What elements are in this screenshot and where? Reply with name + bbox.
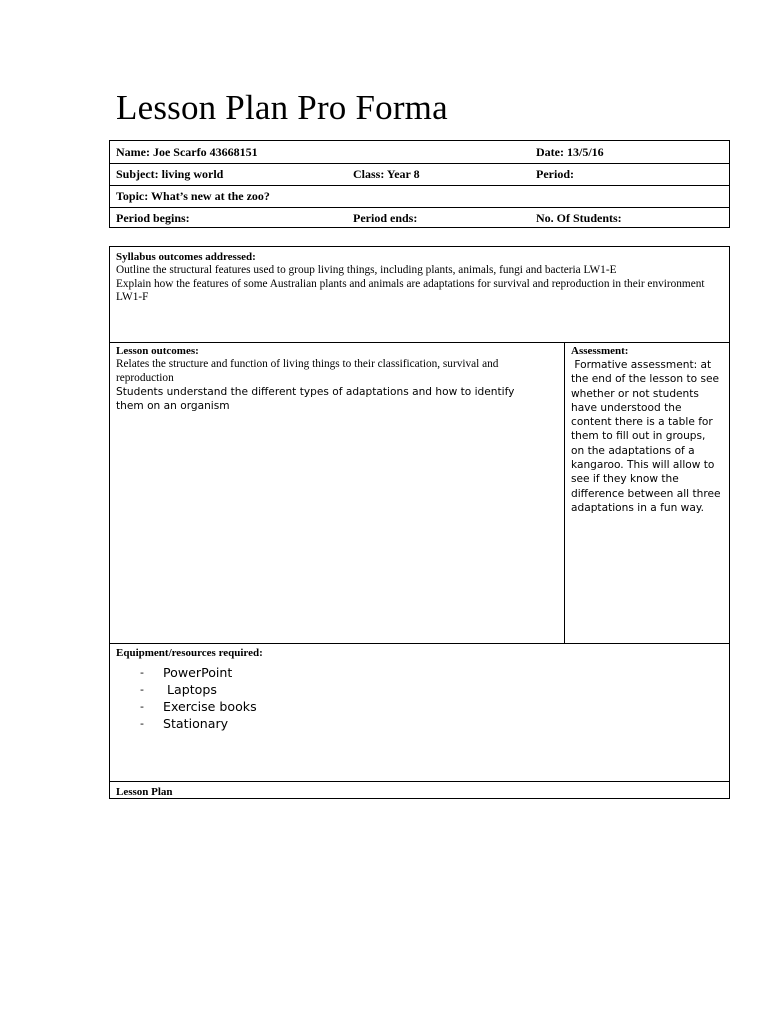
equipment-item bbox=[116, 664, 723, 681]
lesson-outcomes-section bbox=[110, 343, 565, 644]
page-title: Lesson Plan Pro Forma bbox=[116, 88, 448, 127]
assessment-text: Formative assessment: at the end of the lesson to see whether or not students have understood the content there is a table for them to fill out in groups, on the adaptations of a kangaroo. This will allow to see if they know the difference between all three adaptations in a fun way. bbox=[571, 359, 724, 514]
syllabus-outcome-1: Outline the structural features used to group living things, including plants, animals, fungi and bacteria LW1-E bbox=[116, 264, 617, 276]
equipment-item bbox=[116, 698, 723, 715]
bullet-dash: - bbox=[140, 683, 144, 696]
assessment-section bbox=[565, 343, 729, 644]
bullet-dash: - bbox=[140, 666, 144, 679]
header-row-subject bbox=[110, 163, 729, 186]
bullet-dash: - bbox=[140, 717, 144, 730]
equipment-list bbox=[116, 664, 723, 732]
class-field: Class: Year 8 bbox=[353, 167, 420, 181]
assessment-label: Assessment: bbox=[571, 345, 629, 357]
name-field: Name: Joe Scarfo 43668151 bbox=[116, 145, 258, 159]
equipment-item-label: Exercise books bbox=[163, 699, 257, 714]
syllabus-label: Syllabus outcomes addressed: bbox=[116, 251, 256, 263]
subject-field: Subject: living world bbox=[116, 167, 224, 181]
lesson-outcomes-label: Lesson outcomes: bbox=[116, 345, 199, 357]
header-row-name bbox=[110, 141, 729, 164]
date-field: Date: 13/5/16 bbox=[536, 145, 604, 159]
period-field: Period: bbox=[536, 167, 574, 181]
equipment-item bbox=[116, 681, 723, 698]
equipment-item bbox=[116, 715, 723, 732]
equipment-item-label: Laptops bbox=[163, 682, 217, 697]
header-table bbox=[109, 140, 730, 228]
lesson-outcome-1: Relates the structure and function of living things to their classification, survival and reproduction bbox=[116, 358, 499, 384]
period-ends-field: Period ends: bbox=[353, 211, 418, 225]
topic-field: Topic: What’s new at the zoo? bbox=[116, 189, 270, 203]
bullet-dash: - bbox=[140, 700, 144, 713]
equipment-item-label: Stationary bbox=[163, 716, 229, 731]
header-row-topic bbox=[110, 185, 729, 208]
equipment-label: Equipment/resources required: bbox=[116, 647, 263, 659]
header-row-period bbox=[110, 207, 729, 229]
lesson-outcome-2: Students understand the different types of adaptations and how to identify them on an organism bbox=[116, 386, 515, 413]
lesson-plan-section bbox=[110, 782, 729, 798]
syllabus-section bbox=[110, 247, 729, 343]
no-students-field: No. Of Students: bbox=[536, 211, 622, 225]
lesson-plan-label: Lesson Plan bbox=[116, 786, 173, 798]
syllabus-outcome-2: Explain how the features of some Australian plants and animals are adaptations for survival and reproduction in their environment LW1-F bbox=[116, 277, 705, 303]
equipment-section bbox=[110, 644, 729, 782]
lesson-table bbox=[109, 246, 730, 799]
equipment-item-label: PowerPoint bbox=[163, 665, 233, 680]
period-begins-field: Period begins: bbox=[116, 211, 190, 225]
